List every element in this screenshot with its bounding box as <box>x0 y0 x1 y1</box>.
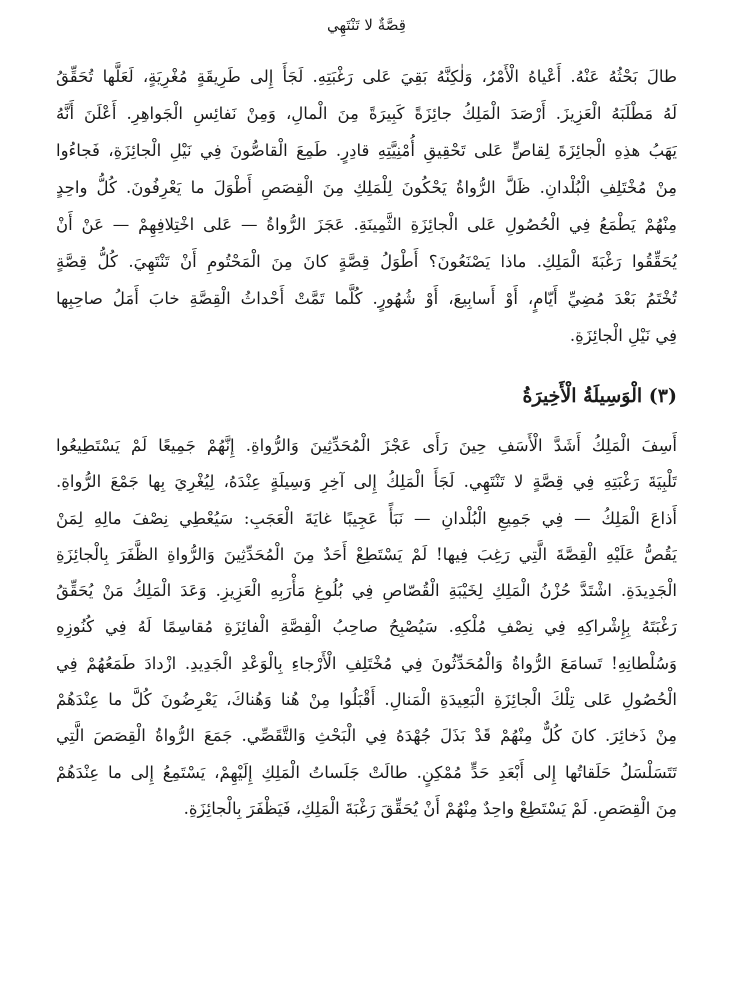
text-line: مِنَ الْقِصَصِ. لَمْ يَسْتَطِعْ واحِدٌ مِنْهُمْ أَنْ يُحَقِّقَ رَغْبَةَ الْمَلِكِ، فَيَظْفَرَ بِالْجائِزَةِ. <box>183 798 677 818</box>
text-line: يُحَقِّقُوا رَغْبَةَ الْمَلِكِ. ماذا يَصْنَعُونَ؟ أَطْوَلُ قِصَّةٍ كانَ مِنَ الْمَحْتُومِ أَنْ تَنْتَهِيَ. كُلُّ قِصَّةٍ <box>56 252 677 271</box>
text-line: طالَ بَحْثُهُ عَنْهُ. أَعْياهُ الْأَمْرُ، وَلٰكِنَّهُ بَقِيَ عَلى رَغْبَتِهِ. لَجَأَ إِلى طَرِيقَةٍ مُغْرِيَةٍ، لَعَلَّها تُحَقِّقُ <box>56 67 677 86</box>
text-line: لَهُ مَطْلَبَهُ الْعَزِيزَ. أَرْصَدَ الْمَلِكُ جائِزَةً كَبِيرَةً مِنَ الْمالِ، وَمِنْ نَفائِسِ الْجَواهِرِ. أَعْلَنَ أَنَّهُ <box>56 104 677 123</box>
text-line: مِنْهُمْ يَطْمَعُ فِي الْحُصُولِ عَلى الْجائِزَةِ الثَّمِينَةِ. عَجَزَ الرُّواةُ — عَلى اخْتِلافِهِمْ — عَنْ أَنْ <box>56 215 677 234</box>
text-line: يَقُصُّ عَلَيْهِ الْقِصَّةَ الَّتِي رَغِبَ فِيها! لَمْ يَسْتَطِعْ أَحَدٌ مِنَ الْمُحَدِّثِينَ وَالرُّواةِ الظَّفَرَ بِالْجائِزَةِ <box>56 544 677 564</box>
text-line: يَهَبُ هذِهِ الْجائِزَةَ لِقاصٍّ عَلى تَحْقِيقِ أُمْنِيَّتِهِ قادِرٍ. طَمِعَ الْقاصُّونَ فِي نَيْلِ الْجائِزَةِ، فَجاءُوا <box>56 141 677 160</box>
text-line: أَذاعَ الْمَلِكُ — فِي جَمِيعِ الْبُلْدانِ — نَبَأً عَجِيبًا غايَةَ الْعَجَبِ: سَيُعْطِي نِصْفَ مالِهِ لِمَنْ <box>56 508 677 528</box>
text-line: تَتَسَلْسَلُ حَلَقاتُها إِلى أَبْعَدِ حَدٍّ مُمْكِنٍ. طالَتْ جَلَساتُ الْمَلِكِ إِلَيْهِمْ، يَسْتَمِعُ إِلى ما عِنْدَهُمْ <box>56 762 677 782</box>
text-line: الْحُصُولِ عَلى تِلْكَ الْجائِزَةِ الْبَعِيدَةِ الْمَنالِ. أَقْبَلُوا مِنْ هُنا وَهُناكَ، يَعْرِضُونَ كُلَّ ما عِنْدَهُمْ <box>56 690 677 710</box>
section-heading: (٣) الْوَسِيلَةُ الْأَخِيرَةُ <box>522 385 677 407</box>
running-header: قِصَّةٌ لا تَنْتَهِي <box>327 16 406 34</box>
text-line: وَسُلْطانِهِ! تَسامَعَ الرُّواةُ وَالْمُحَدِّثُونَ فِي مُخْتَلِفِ الْأَرْجاءِ بِالْوَعْدِ الْجَدِيدِ. ازْدادَ طَمَعُهُمْ فِي <box>56 653 677 673</box>
text-line: مِنْ ذَخائِرَ. كانَ كُلٌّ مِنْهُمْ قَدْ بَذَلَ جُهْدَهُ فِي الْبَحْثِ وَالتَّقَصِّي. جَمَعَ الرُّواةُ الْقِصَصَ الَّتِي <box>56 726 677 746</box>
text-line: فِي نَيْلِ الْجائِزَةِ. <box>569 326 677 345</box>
body-paragraph <box>56 58 677 354</box>
text-line: مِنْ مُخْتَلِفِ الْبُلْدانِ. ظَلَّ الرُّواةُ يَحْكُونَ لِلْمَلِكِ مِنَ الْقِصَصِ أَطْوَلَ ما يَعْرِفُونَ. كُلُّ واحِدٍ <box>56 178 677 197</box>
text-line: أَسِفَ الْمَلِكُ أَشَدَّ الْأَسَفِ حِينَ رَأَى عَجْزَ الْمُحَدِّثِينَ وَالرُّواةِ. إِنَّهُمْ جَمِيعًا لَمْ يَسْتَطِيعُوا <box>56 436 677 455</box>
text-line: رَغْبَتَهُ بِإِشْراكِهِ فِي نِصْفِ مُلْكِهِ. سَيُصْبِحُ صاحِبُ الْقِصَّةِ الْفائِزَةِ مُقاسِمًا لَهُ فِي كُنُوزِهِ <box>56 617 677 637</box>
text-line: تُخْتَمُ بَعْدَ مُضِيِّ أَيّامٍ، أَوْ أَسابِيعَ، أَوْ شُهُورٍ. كُلَّما تَمَّتْ أَحْداثُ الْقِصَّةِ خابَ أَمَلُ صاحِبِها <box>56 289 677 308</box>
text-line: الْجَدِيدَةِ. اشْتَدَّ حُزْنُ الْمَلِكِ لِخَيْبَةِ الْقُصّاصِ فِي بُلُوغِ مَأْرَبِهِ الْعَزِيزِ. وَعَدَ الْمَلِكُ مَنْ يُحَقِّقُ <box>56 581 677 601</box>
body-paragraph <box>56 428 677 827</box>
text-line: تَلْبِيَةَ رَغْبَتِهِ فِي قِصَّةٍ لا تَنْتَهِي. لَجَأَ الْمَلِكُ إِلى آخِرِ وَسِيلَةٍ عِنْدَهُ، لِيُغْرِيَ بِها جَمْعَ الرُّواةِ. <box>56 472 677 492</box>
